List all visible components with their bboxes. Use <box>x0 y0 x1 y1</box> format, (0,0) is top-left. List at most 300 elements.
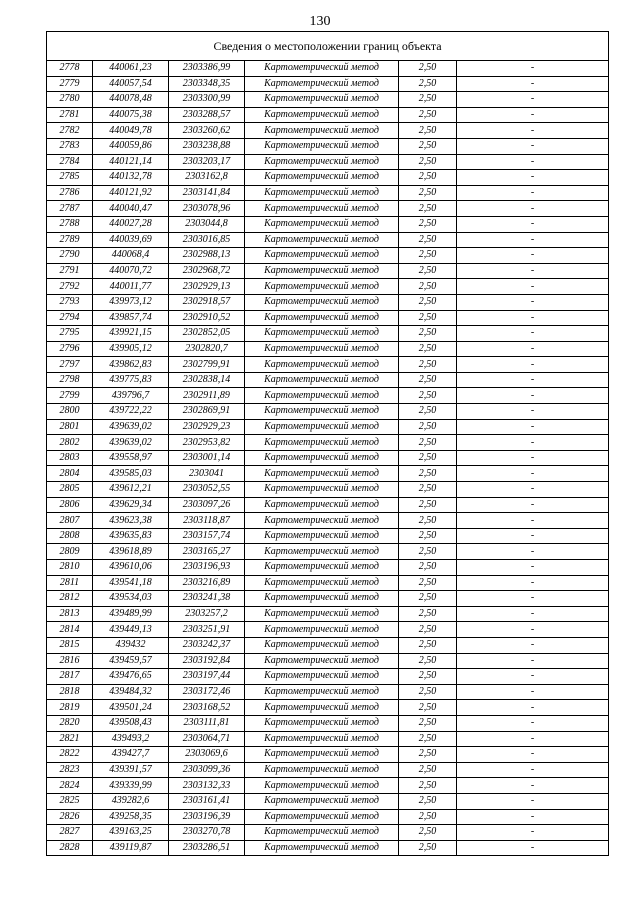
cell-description: - <box>457 840 609 856</box>
cell-coordinate-y: 2303001,14 <box>169 450 245 466</box>
cell-description: - <box>457 92 609 108</box>
cell-accuracy: 2,50 <box>399 61 457 77</box>
table-row <box>47 61 609 77</box>
cell-method: Картометрический метод <box>245 731 399 747</box>
cell-point-number: 2781 <box>47 107 93 123</box>
cell-accuracy: 2,50 <box>399 747 457 763</box>
cell-description: - <box>457 825 609 841</box>
table-row <box>47 637 609 653</box>
cell-coordinate-y: 2303069,6 <box>169 747 245 763</box>
cell-method: Картометрический метод <box>245 294 399 310</box>
cell-coordinate-y: 2303242,37 <box>169 637 245 653</box>
cell-accuracy: 2,50 <box>399 216 457 232</box>
cell-coordinate-y: 2303196,93 <box>169 560 245 576</box>
cell-description: - <box>457 544 609 560</box>
table-row <box>47 435 609 451</box>
table-row <box>47 825 609 841</box>
cell-accuracy: 2,50 <box>399 825 457 841</box>
cell-description: - <box>457 497 609 513</box>
cell-point-number: 2778 <box>47 61 93 77</box>
cell-point-number: 2800 <box>47 404 93 420</box>
cell-coordinate-x: 440057,54 <box>93 76 169 92</box>
cell-coordinate-y: 2302953,82 <box>169 435 245 451</box>
cell-coordinate-y: 2303099,36 <box>169 762 245 778</box>
cell-method: Картометрический метод <box>245 809 399 825</box>
cell-description: - <box>457 388 609 404</box>
cell-coordinate-x: 439459,57 <box>93 653 169 669</box>
cell-coordinate-x: 440075,38 <box>93 107 169 123</box>
cell-description: - <box>457 513 609 529</box>
cell-coordinate-x: 439339,99 <box>93 778 169 794</box>
cell-coordinate-x: 440059,86 <box>93 138 169 154</box>
cell-accuracy: 2,50 <box>399 528 457 544</box>
table-row <box>47 248 609 264</box>
cell-description: - <box>457 357 609 373</box>
cell-accuracy: 2,50 <box>399 92 457 108</box>
cell-coordinate-x: 440049,78 <box>93 123 169 139</box>
cell-accuracy: 2,50 <box>399 185 457 201</box>
table-row <box>47 669 609 685</box>
cell-coordinate-y: 2303097,26 <box>169 497 245 513</box>
cell-coordinate-x: 439796,7 <box>93 388 169 404</box>
cell-method: Картометрический метод <box>245 263 399 279</box>
cell-point-number: 2818 <box>47 684 93 700</box>
cell-point-number: 2787 <box>47 201 93 217</box>
table-row <box>47 388 609 404</box>
table-row <box>47 513 609 529</box>
cell-coordinate-x: 439775,83 <box>93 372 169 388</box>
cell-method: Картометрический метод <box>245 528 399 544</box>
table-row <box>47 326 609 342</box>
cell-method: Картометрический метод <box>245 700 399 716</box>
cell-description: - <box>457 528 609 544</box>
cell-point-number: 2793 <box>47 294 93 310</box>
table-row <box>47 154 609 170</box>
cell-point-number: 2786 <box>47 185 93 201</box>
cell-coordinate-y: 2303041 <box>169 466 245 482</box>
cell-point-number: 2810 <box>47 560 93 576</box>
cell-coordinate-x: 439427,7 <box>93 747 169 763</box>
cell-accuracy: 2,50 <box>399 544 457 560</box>
cell-description: - <box>457 372 609 388</box>
cell-point-number: 2780 <box>47 92 93 108</box>
cell-coordinate-x: 440027,28 <box>93 216 169 232</box>
table-title: Сведения о местоположении границ объекта <box>47 32 609 61</box>
cell-accuracy: 2,50 <box>399 731 457 747</box>
cell-description: - <box>457 61 609 77</box>
cell-description: - <box>457 326 609 342</box>
cell-description: - <box>457 715 609 731</box>
cell-point-number: 2821 <box>47 731 93 747</box>
cell-method: Картометрический метод <box>245 185 399 201</box>
cell-point-number: 2798 <box>47 372 93 388</box>
cell-description: - <box>457 154 609 170</box>
cell-coordinate-y: 2303197,44 <box>169 669 245 685</box>
cell-method: Картометрический метод <box>245 669 399 685</box>
cell-coordinate-y: 2303161,41 <box>169 793 245 809</box>
table-row <box>47 372 609 388</box>
cell-method: Картометрический метод <box>245 76 399 92</box>
cell-method: Картометрический метод <box>245 123 399 139</box>
cell-point-number: 2806 <box>47 497 93 513</box>
cell-description: - <box>457 216 609 232</box>
table-row <box>47 606 609 622</box>
cell-accuracy: 2,50 <box>399 388 457 404</box>
cell-accuracy: 2,50 <box>399 637 457 653</box>
cell-description: - <box>457 123 609 139</box>
cell-method: Картометрический метод <box>245 138 399 154</box>
cell-coordinate-y: 2303241,38 <box>169 591 245 607</box>
cell-method: Картометрический метод <box>245 357 399 373</box>
cell-method: Картометрический метод <box>245 560 399 576</box>
cell-accuracy: 2,50 <box>399 201 457 217</box>
cell-point-number: 2802 <box>47 435 93 451</box>
cell-coordinate-x: 440132,78 <box>93 170 169 186</box>
table-row <box>47 263 609 279</box>
cell-coordinate-y: 2303118,87 <box>169 513 245 529</box>
cell-point-number: 2790 <box>47 248 93 264</box>
cell-point-number: 2809 <box>47 544 93 560</box>
cell-description: - <box>457 138 609 154</box>
table-row <box>47 762 609 778</box>
cell-point-number: 2812 <box>47 591 93 607</box>
cell-description: - <box>457 466 609 482</box>
cell-point-number: 2817 <box>47 669 93 685</box>
cell-method: Картометрический метод <box>245 715 399 731</box>
table-row <box>47 482 609 498</box>
cell-accuracy: 2,50 <box>399 606 457 622</box>
cell-point-number: 2827 <box>47 825 93 841</box>
table-row <box>47 575 609 591</box>
cell-description: - <box>457 637 609 653</box>
cell-coordinate-x: 439501,24 <box>93 700 169 716</box>
cell-coordinate-x: 439639,02 <box>93 419 169 435</box>
cell-method: Картометрический метод <box>245 310 399 326</box>
cell-method: Картометрический метод <box>245 201 399 217</box>
cell-coordinate-y: 2303111,81 <box>169 715 245 731</box>
cell-accuracy: 2,50 <box>399 840 457 856</box>
cell-coordinate-y: 2303132,33 <box>169 778 245 794</box>
cell-coordinate-x: 440078,48 <box>93 92 169 108</box>
cell-coordinate-y: 2303165,27 <box>169 544 245 560</box>
cell-point-number: 2796 <box>47 341 93 357</box>
cell-point-number: 2823 <box>47 762 93 778</box>
cell-method: Картометрический метод <box>245 544 399 560</box>
cell-coordinate-x: 439508,43 <box>93 715 169 731</box>
page-number: 130 <box>309 14 331 29</box>
cell-coordinate-x: 439449,13 <box>93 622 169 638</box>
cell-coordinate-y: 2303386,99 <box>169 61 245 77</box>
cell-point-number: 2785 <box>47 170 93 186</box>
table-row <box>47 622 609 638</box>
cell-description: - <box>457 778 609 794</box>
table-row <box>47 731 609 747</box>
cell-coordinate-x: 440121,92 <box>93 185 169 201</box>
cell-coordinate-y: 2303270,78 <box>169 825 245 841</box>
cell-coordinate-y: 2303257,2 <box>169 606 245 622</box>
cell-description: - <box>457 341 609 357</box>
table-row <box>47 840 609 856</box>
cell-accuracy: 2,50 <box>399 482 457 498</box>
cell-method: Картометрический метод <box>245 61 399 77</box>
cell-description: - <box>457 747 609 763</box>
cell-method: Картометрический метод <box>245 341 399 357</box>
table-row <box>47 294 609 310</box>
cell-coordinate-y: 2303203,17 <box>169 154 245 170</box>
cell-description: - <box>457 700 609 716</box>
cell-accuracy: 2,50 <box>399 560 457 576</box>
cell-method: Картометрический метод <box>245 793 399 809</box>
cell-point-number: 2808 <box>47 528 93 544</box>
cell-point-number: 2805 <box>47 482 93 498</box>
cell-coordinate-y: 2303196,39 <box>169 809 245 825</box>
table-row <box>47 419 609 435</box>
cell-accuracy: 2,50 <box>399 263 457 279</box>
cell-method: Картометрический метод <box>245 92 399 108</box>
cell-coordinate-x: 439489,99 <box>93 606 169 622</box>
cell-coordinate-y: 2302988,13 <box>169 248 245 264</box>
cell-description: - <box>457 76 609 92</box>
cell-coordinate-x: 439618,89 <box>93 544 169 560</box>
cell-coordinate-y: 2302918,57 <box>169 294 245 310</box>
cell-method: Картометрический метод <box>245 107 399 123</box>
cell-accuracy: 2,50 <box>399 232 457 248</box>
cell-coordinate-x: 439484,32 <box>93 684 169 700</box>
cell-coordinate-y: 2302852,05 <box>169 326 245 342</box>
cell-point-number: 2794 <box>47 310 93 326</box>
cell-method: Картометрический метод <box>245 747 399 763</box>
cell-coordinate-x: 440070,72 <box>93 263 169 279</box>
cell-description: - <box>457 435 609 451</box>
table-row <box>47 92 609 108</box>
cell-coordinate-x: 439258,35 <box>93 809 169 825</box>
cell-coordinate-x: 439476,65 <box>93 669 169 685</box>
cell-description: - <box>457 809 609 825</box>
cell-coordinate-y: 2303064,71 <box>169 731 245 747</box>
table-row <box>47 466 609 482</box>
cell-coordinate-x: 439973,12 <box>93 294 169 310</box>
cell-coordinate-y: 2303238,88 <box>169 138 245 154</box>
cell-method: Картометрический метод <box>245 762 399 778</box>
cell-point-number: 2795 <box>47 326 93 342</box>
cell-accuracy: 2,50 <box>399 669 457 685</box>
cell-description: - <box>457 684 609 700</box>
table-row <box>47 653 609 669</box>
cell-accuracy: 2,50 <box>399 466 457 482</box>
cell-coordinate-y: 2303016,85 <box>169 232 245 248</box>
table-row <box>47 778 609 794</box>
cell-point-number: 2801 <box>47 419 93 435</box>
cell-coordinate-x: 440039,69 <box>93 232 169 248</box>
cell-point-number: 2807 <box>47 513 93 529</box>
cell-accuracy: 2,50 <box>399 279 457 295</box>
cell-description: - <box>457 263 609 279</box>
cell-point-number: 2813 <box>47 606 93 622</box>
cell-accuracy: 2,50 <box>399 793 457 809</box>
cell-description: - <box>457 248 609 264</box>
cell-accuracy: 2,50 <box>399 450 457 466</box>
cell-point-number: 2814 <box>47 622 93 638</box>
cell-coordinate-y: 2302929,13 <box>169 279 245 295</box>
cell-point-number: 2825 <box>47 793 93 809</box>
table-row <box>47 185 609 201</box>
cell-point-number: 2820 <box>47 715 93 731</box>
table-row <box>47 560 609 576</box>
cell-accuracy: 2,50 <box>399 107 457 123</box>
cell-method: Картометрический метод <box>245 684 399 700</box>
cell-description: - <box>457 310 609 326</box>
cell-accuracy: 2,50 <box>399 762 457 778</box>
cell-coordinate-x: 439610,06 <box>93 560 169 576</box>
cell-coordinate-x: 439493,2 <box>93 731 169 747</box>
cell-coordinate-y: 2302911,89 <box>169 388 245 404</box>
cell-coordinate-x: 439629,34 <box>93 497 169 513</box>
cell-coordinate-y: 2302799,91 <box>169 357 245 373</box>
table-title-row <box>47 32 609 61</box>
cell-coordinate-y: 2302820,7 <box>169 341 245 357</box>
table-row <box>47 170 609 186</box>
cell-accuracy: 2,50 <box>399 372 457 388</box>
cell-point-number: 2792 <box>47 279 93 295</box>
boundary-table <box>46 31 609 856</box>
table-row <box>47 216 609 232</box>
table-row <box>47 232 609 248</box>
cell-coordinate-y: 2303260,62 <box>169 123 245 139</box>
cell-accuracy: 2,50 <box>399 513 457 529</box>
cell-accuracy: 2,50 <box>399 154 457 170</box>
cell-coordinate-x: 439541,18 <box>93 575 169 591</box>
cell-coordinate-x: 439432 <box>93 637 169 653</box>
cell-description: - <box>457 170 609 186</box>
cell-coordinate-y: 2303286,51 <box>169 840 245 856</box>
cell-method: Картометрический метод <box>245 513 399 529</box>
cell-accuracy: 2,50 <box>399 404 457 420</box>
cell-description: - <box>457 793 609 809</box>
table-row <box>47 591 609 607</box>
cell-coordinate-y: 2303288,57 <box>169 107 245 123</box>
cell-coordinate-x: 439585,03 <box>93 466 169 482</box>
cell-method: Картометрический метод <box>245 653 399 669</box>
cell-coordinate-y: 2303141,84 <box>169 185 245 201</box>
cell-description: - <box>457 232 609 248</box>
cell-coordinate-y: 2303216,89 <box>169 575 245 591</box>
cell-accuracy: 2,50 <box>399 435 457 451</box>
cell-point-number: 2799 <box>47 388 93 404</box>
cell-method: Картометрический метод <box>245 497 399 513</box>
cell-description: - <box>457 606 609 622</box>
cell-point-number: 2824 <box>47 778 93 794</box>
cell-description: - <box>457 482 609 498</box>
cell-description: - <box>457 575 609 591</box>
cell-method: Картометрический метод <box>245 450 399 466</box>
cell-coordinate-x: 439862,83 <box>93 357 169 373</box>
cell-description: - <box>457 591 609 607</box>
cell-accuracy: 2,50 <box>399 809 457 825</box>
table-row <box>47 107 609 123</box>
cell-accuracy: 2,50 <box>399 419 457 435</box>
cell-description: - <box>457 419 609 435</box>
cell-coordinate-y: 2303348,35 <box>169 76 245 92</box>
cell-coordinate-y: 2303052,55 <box>169 482 245 498</box>
table-row <box>47 404 609 420</box>
cell-point-number: 2819 <box>47 700 93 716</box>
table-row <box>47 76 609 92</box>
cell-coordinate-y: 2302910,52 <box>169 310 245 326</box>
cell-point-number: 2791 <box>47 263 93 279</box>
cell-coordinate-y: 2303157,74 <box>169 528 245 544</box>
table-row <box>47 279 609 295</box>
cell-coordinate-y: 2302929,23 <box>169 419 245 435</box>
cell-point-number: 2779 <box>47 76 93 92</box>
cell-coordinate-y: 2303044,8 <box>169 216 245 232</box>
cell-point-number: 2789 <box>47 232 93 248</box>
table-row <box>47 747 609 763</box>
table-row <box>47 809 609 825</box>
cell-method: Картометрический метод <box>245 232 399 248</box>
cell-method: Картометрический метод <box>245 404 399 420</box>
cell-method: Картометрический метод <box>245 326 399 342</box>
cell-method: Картометрический метод <box>245 840 399 856</box>
cell-accuracy: 2,50 <box>399 622 457 638</box>
cell-coordinate-x: 440040,47 <box>93 201 169 217</box>
table-row <box>47 201 609 217</box>
cell-coordinate-x: 440011,77 <box>93 279 169 295</box>
table-row <box>47 684 609 700</box>
table-row <box>47 357 609 373</box>
cell-description: - <box>457 669 609 685</box>
table-row <box>47 700 609 716</box>
cell-accuracy: 2,50 <box>399 653 457 669</box>
table-row <box>47 793 609 809</box>
cell-description: - <box>457 294 609 310</box>
cell-point-number: 2828 <box>47 840 93 856</box>
cell-accuracy: 2,50 <box>399 123 457 139</box>
cell-coordinate-x: 439639,02 <box>93 435 169 451</box>
cell-method: Картометрический метод <box>245 372 399 388</box>
table-row <box>47 310 609 326</box>
cell-coordinate-x: 439635,83 <box>93 528 169 544</box>
table-row <box>47 715 609 731</box>
cell-point-number: 2815 <box>47 637 93 653</box>
cell-description: - <box>457 279 609 295</box>
cell-method: Картометрический метод <box>245 825 399 841</box>
table-row <box>47 450 609 466</box>
cell-coordinate-x: 439163,25 <box>93 825 169 841</box>
cell-accuracy: 2,50 <box>399 778 457 794</box>
table-row <box>47 544 609 560</box>
cell-method: Картометрический метод <box>245 248 399 264</box>
cell-coordinate-y: 2302869,91 <box>169 404 245 420</box>
cell-accuracy: 2,50 <box>399 248 457 264</box>
cell-coordinate-x: 439282,6 <box>93 793 169 809</box>
cell-accuracy: 2,50 <box>399 700 457 716</box>
cell-method: Картометрический метод <box>245 435 399 451</box>
cell-method: Картометрический метод <box>245 419 399 435</box>
cell-coordinate-y: 2302968,72 <box>169 263 245 279</box>
cell-description: - <box>457 560 609 576</box>
cell-coordinate-y: 2303168,52 <box>169 700 245 716</box>
cell-coordinate-y: 2303251,91 <box>169 622 245 638</box>
cell-description: - <box>457 107 609 123</box>
cell-method: Картометрический метод <box>245 622 399 638</box>
cell-accuracy: 2,50 <box>399 497 457 513</box>
cell-coordinate-x: 439857,74 <box>93 310 169 326</box>
cell-coordinate-x: 439905,12 <box>93 341 169 357</box>
cell-accuracy: 2,50 <box>399 591 457 607</box>
cell-method: Картометрический метод <box>245 606 399 622</box>
cell-coordinate-x: 440061,23 <box>93 61 169 77</box>
cell-coordinate-x: 439119,87 <box>93 840 169 856</box>
